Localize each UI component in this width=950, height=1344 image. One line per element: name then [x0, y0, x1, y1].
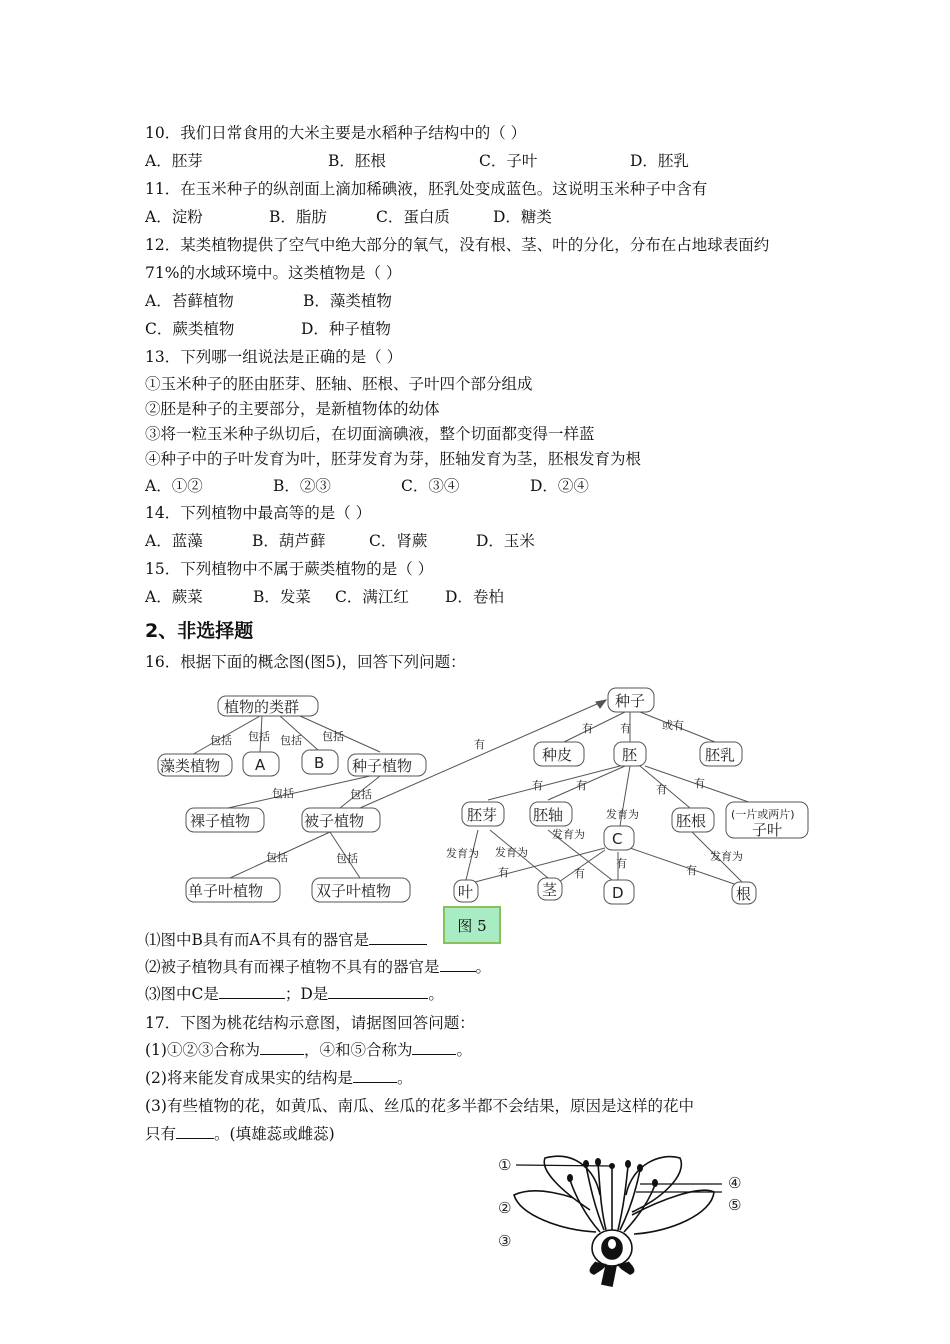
- marker-3: ③: [498, 1232, 512, 1250]
- q12-option-d: D．种子植物: [301, 320, 391, 338]
- edge-label-include: 包括: [248, 730, 270, 743]
- edge-label-develop: 发育为: [710, 850, 743, 863]
- edge-label-have: 有: [656, 783, 667, 796]
- edge-label-or-have: 或有: [662, 719, 684, 732]
- q16-sub3-blank-d: [328, 984, 428, 999]
- q17-sub1-text: (1)①②③合称为: [145, 1041, 260, 1059]
- q11-option-c: C．蛋白质: [376, 208, 450, 226]
- q16-sub2-text: ⑵被子植物具有而裸子植物不具有的器官是: [145, 958, 440, 976]
- edge-label-develop: 发育为: [446, 847, 479, 860]
- q16-sub3-mid: ；D是: [284, 985, 329, 1003]
- edge-label-include: 包括: [350, 788, 372, 801]
- edge-label-have: 有: [686, 864, 697, 877]
- q17-sub1: [145, 1040, 472, 1060]
- edge-label-have: 有: [532, 779, 543, 792]
- q16-sub1-blank: [369, 930, 427, 945]
- q16-sub2: [145, 957, 491, 977]
- node-plumule: 胚芽: [467, 806, 498, 824]
- q16-sub2-end: 。: [475, 958, 492, 976]
- node-cotyledon-count: (一片或两片): [731, 808, 795, 821]
- edge-label-have: 有: [694, 777, 705, 790]
- q16-sub1: [145, 930, 427, 950]
- q17-stem: 17．下图为桃花结构示意图，请据图回答问题：: [145, 1014, 475, 1032]
- edge-label-have: 有: [576, 779, 587, 792]
- edge-label-have: 有: [498, 866, 509, 879]
- node-hypocotyl: 胚轴: [533, 806, 564, 824]
- node-stem: 茎: [542, 881, 558, 899]
- q17-sub2-text: (2)将来能发育成果实的结构是: [145, 1069, 353, 1087]
- q15-stem: 15．下列植物中不属于蕨类植物的是（ ）: [145, 560, 434, 578]
- node-angiosperm: 被子植物: [304, 812, 365, 830]
- edge-label-develop: 发育为: [552, 828, 585, 841]
- q11-option-a: A．淀粉: [145, 208, 203, 226]
- node-seed-coat: 种皮: [542, 746, 573, 764]
- q17-sub2-end: 。: [396, 1069, 413, 1087]
- q16-sub3-blank-c: [219, 984, 285, 999]
- node-plant-groups: 植物的类群: [224, 698, 300, 716]
- node-radicle: 胚根: [676, 812, 707, 830]
- q13-stem: 13．下列哪一组说法是正确的是（ ）: [145, 348, 403, 366]
- node-leaf: 叶: [458, 883, 474, 901]
- q17-sub3-end: 。(填雄蕊或雌蕊): [214, 1125, 335, 1143]
- q14-option-a: A．蓝藻: [145, 532, 203, 550]
- q10-stem: 10．我们日常食用的大米主要是水稻种子结构中的（ ）: [145, 124, 527, 142]
- peach-flower-diagram: [0, 1140, 950, 1344]
- edge-label-include: 包括: [280, 734, 302, 747]
- marker-5: ⑤: [728, 1196, 742, 1214]
- q14-option-d: D．玉米: [476, 532, 535, 550]
- q15-option-a: A．蕨菜: [145, 588, 203, 606]
- node-a: A: [255, 756, 266, 774]
- node-d: D: [612, 884, 624, 902]
- edge-label-have: 有: [620, 722, 631, 735]
- marker-4: ④: [728, 1174, 742, 1192]
- marker-2: ②: [498, 1199, 512, 1217]
- q11-option-b: B．脂肪: [269, 208, 327, 226]
- q15-option-b: B．发菜: [253, 588, 311, 606]
- edge-label-have: 有: [574, 867, 585, 880]
- edge-label-include: 包括: [336, 852, 358, 865]
- q16-sub3: [145, 984, 444, 1004]
- node-endosperm: 胚乳: [705, 746, 736, 764]
- q17-sub3-line1: (3)有些植物的花，如黄瓜、南瓜、丝瓜的花多半都不会结果，原因是这样的花中: [145, 1097, 694, 1115]
- edge-label-include: 包括: [272, 787, 294, 800]
- node-dicot: 双子叶植物: [316, 882, 392, 900]
- concept-map-diagram: [0, 680, 950, 910]
- q17-sub1-mid: ，④和⑤合称为: [303, 1041, 413, 1059]
- q11-option-d: D．糖类: [493, 208, 552, 226]
- node-c: C: [612, 830, 623, 848]
- q10-option-a: A．胚芽: [145, 152, 203, 170]
- q16-stem: 16．根据下面的概念图(图5)，回答下列问题：: [145, 653, 466, 671]
- q12-option-a: A．苔藓植物: [145, 292, 234, 310]
- edge-label-have: 有: [616, 857, 627, 870]
- q12-option-c: C．蕨类植物: [145, 320, 235, 338]
- flower-drawing: [514, 1156, 722, 1286]
- edge-label-have: 有: [474, 738, 485, 751]
- figure-5-label: 图 5: [443, 906, 501, 944]
- edge-label-include: 包括: [322, 730, 344, 743]
- q10-option-d: D．胚乳: [630, 152, 689, 170]
- q10-option-b: B．胚根: [328, 152, 386, 170]
- q17-sub1-blank-2: [412, 1040, 456, 1055]
- edge-label-have: 有: [582, 722, 593, 735]
- q17-sub2-blank: [353, 1068, 397, 1083]
- node-seed: 种子: [615, 692, 646, 710]
- q13-statement-2: ②胚是种子的主要部分，是新植物体的幼体: [145, 400, 440, 418]
- q17-sub3-text: 只有: [145, 1125, 177, 1143]
- q13-option-b: B．②③: [273, 477, 331, 495]
- q12-stem-line2: 71%的水域环境中。这类植物是（ ）: [145, 264, 402, 282]
- q13-option-a: A．①②: [145, 477, 203, 495]
- q11-stem: 11．在玉米种子的纵剖面上滴加稀碘液，胚乳处变成蓝色。这说明玉米种子中含有: [145, 180, 708, 198]
- q15-option-d: D．卷柏: [445, 588, 504, 606]
- q16-sub2-blank: [440, 957, 476, 972]
- q12-option-b: B．藻类植物: [303, 292, 392, 310]
- node-gymnosperm: 裸子植物: [190, 812, 251, 830]
- node-seed-plants: 种子植物: [352, 757, 413, 775]
- node-b: B: [314, 754, 325, 772]
- q14-option-c: C．肾蕨: [369, 532, 428, 550]
- q12-stem-line1: 12．某类植物提供了空气中绝大部分的氧气，没有根、茎、叶的分化，分布在占地球表面约: [145, 236, 770, 254]
- node-cotyledon: 子叶: [752, 821, 783, 839]
- edge-label-include: 包括: [266, 851, 288, 864]
- q13-statement-1: ①玉米种子的胚由胚芽、胚轴、胚根、子叶四个部分组成: [145, 375, 533, 393]
- q17-sub2: [145, 1068, 412, 1088]
- q16-sub3-end: 。: [428, 985, 444, 1003]
- node-embryo: 胚: [622, 746, 638, 764]
- q16-sub3-text: ⑶图中C是: [145, 985, 219, 1003]
- node-algae: 藻类植物: [160, 757, 221, 775]
- q14-stem: 14．下列植物中最高等的是（ ）: [145, 504, 372, 522]
- marker-1: ①: [498, 1156, 512, 1174]
- q17-sub1-end: 。: [456, 1041, 472, 1059]
- q17-sub3-blank: [176, 1124, 214, 1139]
- q16-sub1-text: ⑴图中B具有而A不具有的器官是: [145, 931, 370, 949]
- q13-statement-4: ④种子中的子叶发育为叶，胚芽发育为芽，胚轴发育为茎，胚根发育为根: [145, 450, 642, 468]
- edge-label-develop: 发育为: [606, 808, 639, 821]
- q13-statement-3: ③将一粒玉米种子纵切后，在切面滴碘液，整个切面都变得一样蓝: [145, 425, 595, 443]
- edge-label-develop: 发育为: [495, 846, 528, 859]
- q13-option-c: C．③④: [401, 477, 460, 495]
- node-root: 根: [736, 885, 752, 903]
- q14-option-b: B．葫芦藓: [252, 532, 326, 550]
- q17-sub1-blank-1: [260, 1040, 304, 1055]
- q15-option-c: C．满江红: [335, 588, 409, 606]
- section-2-heading: 2、非选择题: [145, 620, 254, 642]
- node-monocot: 单子叶植物: [188, 882, 264, 900]
- q10-option-c: C．子叶: [479, 152, 538, 170]
- edge-label-include: 包括: [210, 734, 232, 747]
- q13-option-d: D．②④: [530, 477, 589, 495]
